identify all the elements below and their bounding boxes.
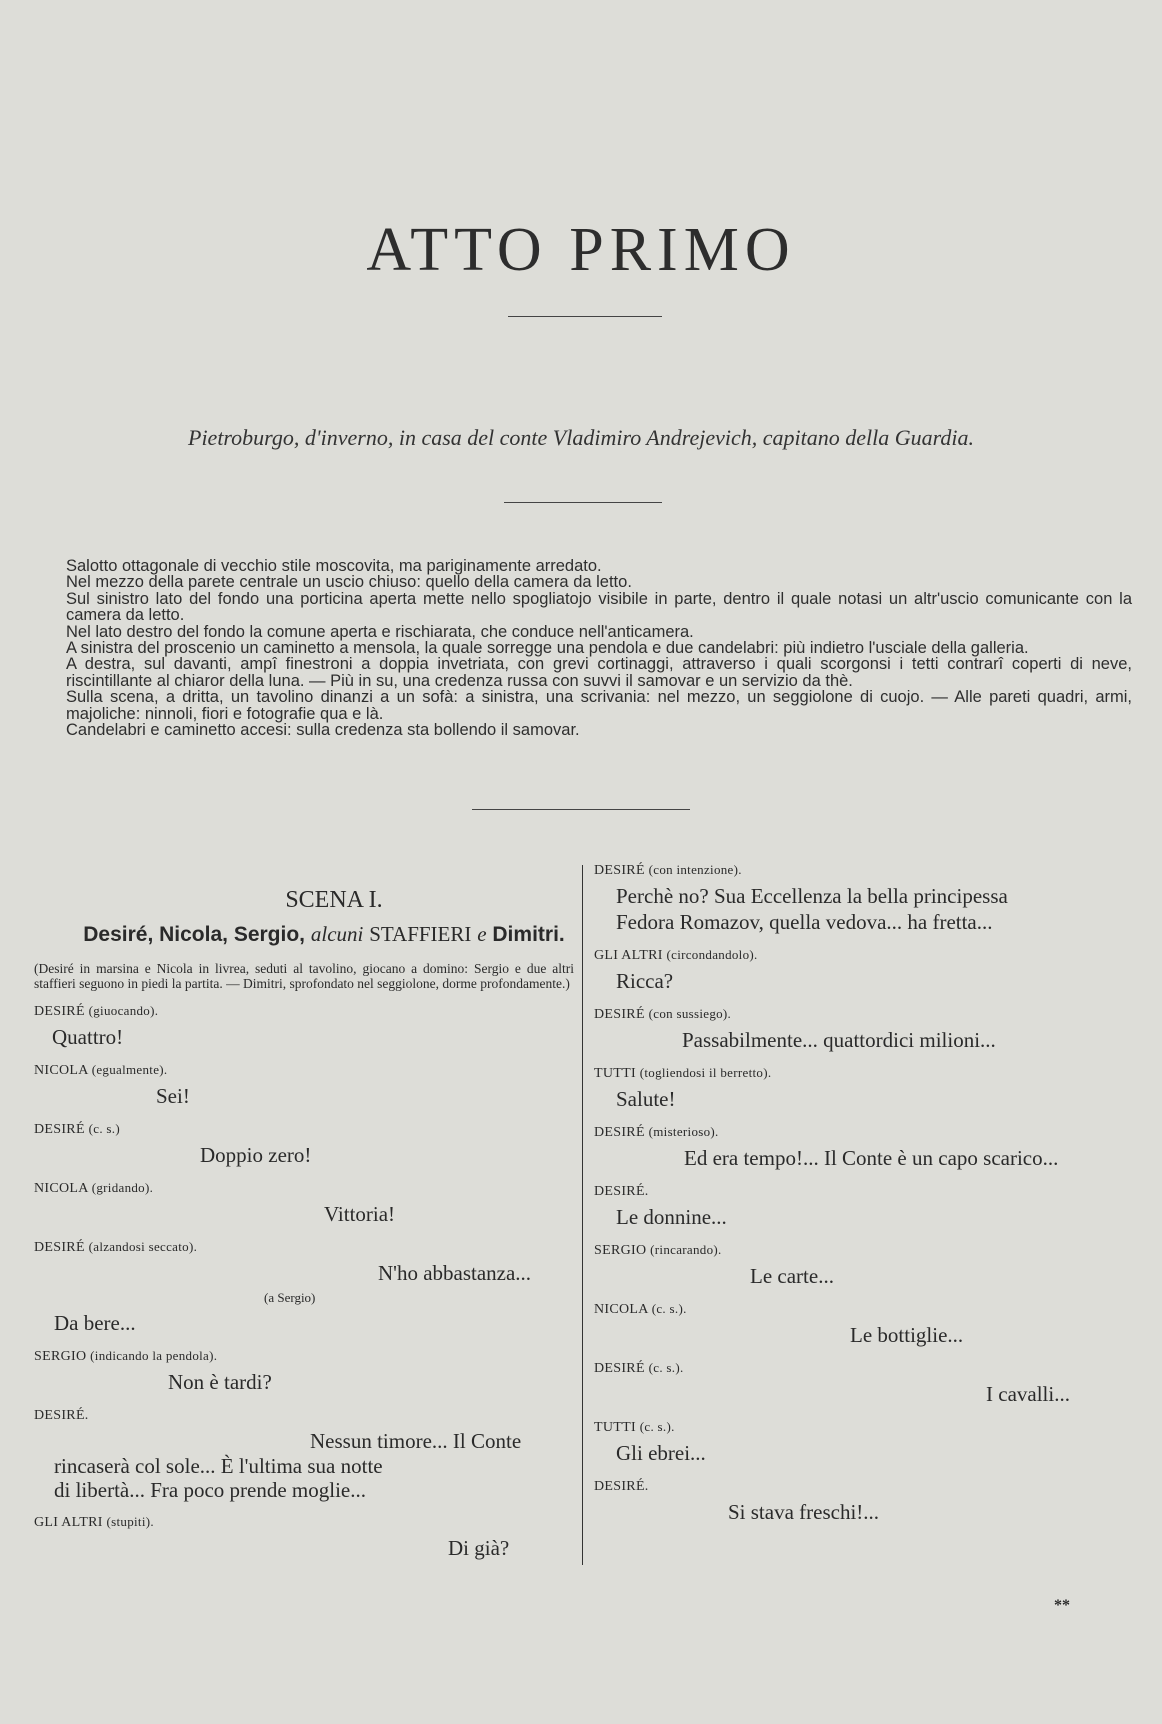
speaker-cue: (c. s.). bbox=[639, 1419, 675, 1434]
speaker bbox=[34, 1062, 574, 1079]
act-subtitle: Pietroburgo, d'inverno, in casa del conte Vladimiro Andrejevich, capitano della Guardia. bbox=[188, 425, 974, 450]
column-divider bbox=[582, 865, 583, 1565]
dialogue-line: Non è tardi? bbox=[168, 1370, 272, 1394]
speaker-cue: (con sussiego). bbox=[648, 1006, 732, 1021]
speaker-cue: (c. s.). bbox=[648, 1360, 684, 1375]
dialogue-line: Perchè no? Sua Eccellenza la bella principessa bbox=[616, 884, 1008, 908]
speaker bbox=[594, 1183, 1134, 1200]
dialogue-line: Si stava freschi!... bbox=[728, 1500, 880, 1524]
speaker-name: DESIRÉ. bbox=[594, 1184, 649, 1199]
speaker bbox=[34, 1003, 574, 1020]
speaker bbox=[34, 1348, 574, 1365]
speaker-name: DESIRÉ bbox=[594, 1007, 645, 1022]
dialogue-line: Gli ebrei... bbox=[616, 1441, 706, 1465]
speaker-name: DESIRÉ bbox=[34, 1240, 85, 1255]
dialogue-line: Nessun timore... Il Conte bbox=[310, 1429, 522, 1453]
speaker-name: DESIRÉ bbox=[34, 1004, 85, 1019]
scene-title: SCENA I. bbox=[285, 887, 383, 913]
stage-direction: (Desiré in marsina e Nicola in livrea, seduti al tavolino, giocano a domino: Sergio e due altri staffieri seguono in piedi la partita. — Dimitri, sprofondato nel seggiolone, dorme profondamente.) bbox=[34, 961, 574, 991]
dialogue-line: Ricca? bbox=[616, 969, 674, 993]
speaker-name: TUTTI bbox=[594, 1066, 636, 1081]
setting-paragraph: Nel lato destro del fondo la comune aperta e rischiarata, che conduce nell'anticamera. bbox=[66, 622, 694, 641]
speaker-cue: (indicando la pendola). bbox=[90, 1348, 218, 1363]
dialogue-line: rincaserà col sole... È l'ultima sua notte bbox=[54, 1454, 383, 1478]
speaker-cue: (rincarando). bbox=[650, 1242, 722, 1257]
setting-rule bbox=[472, 809, 690, 810]
speaker bbox=[34, 1121, 574, 1138]
speaker bbox=[34, 1239, 574, 1256]
title-rule bbox=[508, 316, 662, 317]
left-column bbox=[34, 855, 574, 1561]
signature-mark: ** bbox=[1054, 1597, 1070, 1614]
dialogue-line: Salute! bbox=[616, 1087, 676, 1111]
dialogue-line: Sei! bbox=[156, 1084, 190, 1108]
characters-dimitri: Dimitri. bbox=[492, 923, 565, 946]
dialogue-line: Le donnine... bbox=[616, 1205, 727, 1229]
speaker-name: NICOLA bbox=[34, 1181, 88, 1196]
setting-paragraph: Salotto ottagonale di vecchio stile moscovita, ma pariginamente arredato. bbox=[66, 557, 602, 575]
speaker bbox=[594, 1124, 1134, 1141]
speaker-name: SERGIO bbox=[594, 1243, 647, 1258]
dialogue-line: Vittoria! bbox=[324, 1202, 396, 1226]
speaker bbox=[594, 862, 1134, 879]
speaker-cue: (con intenzione). bbox=[648, 862, 742, 877]
speaker-name: DESIRÉ bbox=[594, 1125, 645, 1140]
speaker bbox=[594, 1006, 1134, 1023]
right-column bbox=[594, 862, 1134, 1525]
speaker-cue: (alzandosi seccato). bbox=[88, 1239, 198, 1254]
setting-description bbox=[66, 558, 1132, 738]
speaker bbox=[594, 1360, 1134, 1377]
scene-characters bbox=[74, 922, 574, 947]
speaker-name: DESIRÉ. bbox=[34, 1408, 89, 1423]
dialogue-line: I cavalli... bbox=[986, 1382, 1070, 1406]
setting-paragraph: A sinistra del proscenio un caminetto a mensola, la quale sorregge una pendola e due candelabri: più indietro l'usciale della galleria. bbox=[66, 639, 1029, 658]
speaker-cue: (c. s.). bbox=[651, 1301, 687, 1316]
speaker-cue: (giuocando). bbox=[88, 1003, 159, 1018]
dialogue-line: Ed era tempo!... Il Conte è un capo scarico... bbox=[684, 1146, 1059, 1170]
speaker bbox=[594, 1065, 1134, 1082]
dialogue-line: Le bottiglie... bbox=[850, 1323, 964, 1347]
speaker bbox=[594, 947, 1134, 964]
setting-paragraph: Nel mezzo della parete centrale un uscio chiuso: quello della camera da letto. bbox=[66, 573, 632, 592]
dialogue-line: Doppio zero! bbox=[200, 1143, 312, 1167]
speaker bbox=[594, 1301, 1134, 1318]
speaker-cue: (gridando). bbox=[91, 1180, 154, 1195]
speaker-name: DESIRÉ bbox=[594, 1361, 645, 1376]
dialogue-line: Di già? bbox=[448, 1536, 510, 1560]
setting-paragraph: Sul sinistro lato del fondo una porticina aperta mette nello spogliatojo visibile in parte, dentro il quale notasi un altr'uscio comunicante con la camera da letto. bbox=[66, 589, 1132, 625]
setting-paragraph: A destra, sul davanti, ampî finestroni a doppia invetriata, con grevi cortinaggi, attraverso i quali scorgonsi i tetti contrarî coperti di neve, riscintillante al chiaror della luna. — Più in su, una credenza russa con suvvi il samovar e un servizio da thè. bbox=[66, 655, 1132, 690]
speaker bbox=[34, 1514, 574, 1531]
speaker-name: DESIRÉ. bbox=[594, 1479, 649, 1494]
speaker bbox=[594, 1478, 1134, 1495]
subtitle-rule bbox=[504, 502, 662, 503]
speaker-name: SERGIO bbox=[34, 1349, 87, 1364]
characters-and: e bbox=[477, 922, 487, 946]
dialogue-line: di libertà... Fra poco prende moglie... bbox=[54, 1478, 366, 1502]
dialogue-line: Passabilmente... quattordici milioni... bbox=[682, 1028, 996, 1052]
dialogue-line: Le carte... bbox=[750, 1264, 834, 1288]
setting-paragraph: Sulla scena, a dritta, un tavolino dinanzi a un sofà: a sinistra, una scrivania: nel mezzo, un seggiolone di cuojo. — Alle pareti quadri, armi, majoliche: ninnoli, fiori e fotografie qua e là. bbox=[66, 688, 1132, 723]
aside-cue: (a Sergio) bbox=[264, 1290, 316, 1305]
speaker-name: TUTTI bbox=[594, 1420, 636, 1435]
dialogue-line: Quattro! bbox=[52, 1025, 124, 1049]
speaker-cue: (togliendosi il berretto). bbox=[639, 1065, 772, 1080]
speaker-cue: (misterioso). bbox=[648, 1124, 719, 1139]
act-title: ATTO PRIMO bbox=[366, 216, 796, 284]
characters-main: Desiré, Nicola, Sergio, bbox=[83, 923, 306, 946]
speaker-name: DESIRÉ bbox=[34, 1122, 85, 1137]
dialogue-line: Da bere... bbox=[54, 1311, 136, 1335]
dialogue-line: Fedora Romazov, quella vedova... ha fretta... bbox=[616, 910, 993, 934]
speaker bbox=[594, 1419, 1134, 1436]
speaker-name: NICOLA bbox=[34, 1063, 88, 1078]
characters-alcuni: alcuni bbox=[310, 922, 364, 946]
setting-paragraph: Candelabri e caminetto accesi: sulla credenza sta bollendo il samovar. bbox=[66, 721, 580, 740]
speaker-name: GLI ALTRI bbox=[594, 948, 663, 963]
speaker-name: GLI ALTRI bbox=[34, 1515, 103, 1530]
speaker bbox=[34, 1407, 574, 1424]
speaker-cue: (c. s.) bbox=[88, 1121, 120, 1136]
speaker-name: NICOLA bbox=[594, 1302, 648, 1317]
speaker bbox=[594, 1242, 1134, 1259]
speaker-cue: (egualmente). bbox=[91, 1062, 168, 1077]
speaker bbox=[34, 1180, 574, 1197]
speaker-cue: (stupiti). bbox=[106, 1514, 154, 1529]
speaker-name: DESIRÉ bbox=[594, 863, 645, 878]
speaker-cue: (circondandolo). bbox=[666, 947, 758, 962]
characters-staffieri: STAFFIERI bbox=[369, 922, 472, 946]
dialogue-line: N'ho abbastanza... bbox=[378, 1261, 532, 1285]
